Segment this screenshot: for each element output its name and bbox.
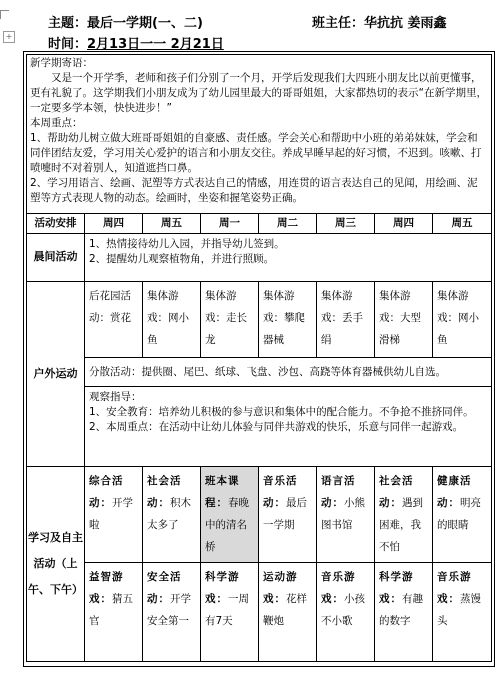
outdoor-game: 集体游戏：网小鱼: [433, 282, 492, 358]
guide-title: 观察指导：: [89, 390, 142, 403]
activity-name: 最后一学期: [263, 497, 307, 531]
outdoor-game: 集体游戏：丢手绢: [317, 282, 375, 358]
activity-type: 社会活动：: [147, 475, 182, 509]
focus-item-1: 1、帮助幼儿树立做大班哥哥姐姐的自豪感、责任感。学会关心和帮助中小班的弟弟妹妹，学会和同伴团结友爱，学习用关心爱护的语言和小朋友交往。养成早睡早起的好习惯，不迟到。咳嗽、打喷嚏时不对着别人，知道遮挡口鼻。: [30, 132, 482, 174]
teacher-label: 班主任：: [312, 16, 365, 31]
learning-activity: [143, 467, 201, 563]
day-header: 周四: [85, 213, 143, 233]
activity-name: 有趣的数字: [379, 593, 423, 628]
learning-activity: [433, 467, 492, 563]
day-header: 周三: [317, 213, 375, 233]
activity-type: 综合活动：: [89, 475, 124, 509]
day-header: 周五: [143, 213, 201, 233]
activity-type: 益智游戏：: [89, 571, 124, 606]
morning-label: 晨间活动: [27, 233, 85, 281]
guide-item-1: 1、安全教育：培养幼儿积极的参与意识和集体中的配合能力。不争抢不推挤同伴。: [89, 405, 474, 418]
observation-guide: [85, 386, 492, 466]
learning-label: 学习及自主活动（上午、下午）: [27, 467, 85, 662]
outdoor-label: 户外运动: [27, 282, 85, 467]
activity-type: 音乐活动：: [263, 475, 298, 509]
activity-type: 科学游戏：: [205, 571, 240, 606]
day-header: 周一: [201, 213, 259, 233]
learning-activity: [375, 467, 433, 563]
teacher-line: [312, 12, 447, 31]
learning-activity: [317, 563, 375, 662]
time-line: [48, 33, 224, 52]
activity-type: 安全活动：: [147, 571, 182, 606]
outdoor-game: 后花园活动：赏花: [85, 282, 143, 358]
learning-activity: [259, 563, 317, 662]
learning-activity: [259, 467, 317, 563]
header-activity-label: 活动安排: [27, 213, 85, 233]
day-header: 周四: [375, 213, 433, 233]
scattered-activity: 分散活动：提供圈、尾巴、纸球、飞盘、沙包、高跷等体育器械供幼儿自选。: [85, 358, 492, 386]
outdoor-game: 集体游戏：攀爬器械: [259, 282, 317, 358]
outdoor-game: 集体游戏：走长龙: [201, 282, 259, 358]
activity-type: 健康活动：: [437, 475, 472, 509]
morning-content: [85, 233, 492, 281]
activity-name: 积木太多了: [147, 497, 191, 531]
activity-name: 花样鞭炮: [263, 593, 307, 628]
activity-name: 开学啦: [89, 497, 133, 531]
time-value: 2月13日一一 2月21日: [87, 37, 224, 52]
day-header: 周二: [259, 213, 317, 233]
activity-name: 一周有7天: [205, 593, 249, 628]
focus-item-2: 2、学习用语言、绘画、泥塑等方式表达自己的情感，用连贯的语言表达自己的见闻，用绘画、泥塑等方式表现人物的动态。绘画时，坐姿和握笔姿势正确。: [30, 177, 478, 204]
learning-activity-highlighted: [201, 467, 259, 563]
guide-item-2: 2、本周重点：在活动中让幼儿体验与同伴共游戏的快乐，乐意与同伴一起游戏。: [89, 420, 464, 433]
outdoor-game: 集体游戏：大型滑梯: [375, 282, 433, 358]
activity-type: 班本课程：: [205, 475, 240, 509]
activity-name: 蒸馒头: [437, 593, 481, 628]
activity-name: 小孩不小歌: [321, 593, 365, 628]
intro-message: 又是一个开学季，老师和孩子们分别了一个月，开学后发现我们大四班小朋友比以前更懂事，更有礼貌了。这学期我们小朋友成为了幼儿园里最大的哥哥姐姐，大家都热切的表示“在新学期里，一定要多学本领，快快进步！”: [30, 72, 487, 114]
activity-type: 音乐游戏：: [437, 571, 472, 606]
day-header: 周五: [433, 213, 492, 233]
learning-activity: [85, 563, 143, 662]
activity-name: 遇到困难，我不怕: [379, 497, 423, 553]
learning-activity: [375, 563, 433, 662]
morning-item-2: 2、提醒幼儿观察植物角，并进行照顾。: [89, 252, 275, 265]
theme-line: [48, 12, 203, 31]
table-move-handle-icon[interactable]: +: [3, 31, 15, 43]
activity-name: 春晚中的清名桥: [205, 497, 249, 553]
learning-activity: [85, 467, 143, 563]
focus-title: 本周重点：: [30, 117, 83, 129]
activity-name: 开学安全第一: [147, 593, 191, 628]
intro-cell: [27, 55, 492, 214]
intro-title: 新学期寄语：: [30, 57, 93, 69]
learning-activity: [317, 467, 375, 563]
theme-value: 最后一学期(一、二): [87, 16, 203, 31]
corner-crop-mark: [0, 10, 9, 19]
learning-activity: [433, 563, 492, 662]
morning-item-1: 1、热情接待幼儿入园，并指导幼儿签到。: [89, 237, 285, 250]
activity-type: 社会活动：: [379, 475, 414, 509]
activity-type: 运动游戏：: [263, 571, 298, 606]
learning-activity: [201, 563, 259, 662]
activity-name: 明亮的眼睛: [437, 497, 481, 531]
weekly-plan-table: [26, 54, 492, 662]
learning-activity: [143, 563, 201, 662]
activity-name: 猜五官: [89, 593, 133, 628]
activity-type: 语言活动：: [321, 475, 356, 509]
time-label: 时间：: [48, 37, 88, 52]
activity-type: 科学游戏：: [379, 571, 414, 606]
activity-name: 小熊图书馆: [321, 497, 365, 531]
theme-label: 主题：: [48, 16, 88, 31]
outdoor-game: 集体游戏：网小鱼: [143, 282, 201, 358]
teacher-value: 华抗抗 姜雨鑫: [364, 16, 447, 31]
activity-type: 音乐游戏：: [321, 571, 356, 606]
